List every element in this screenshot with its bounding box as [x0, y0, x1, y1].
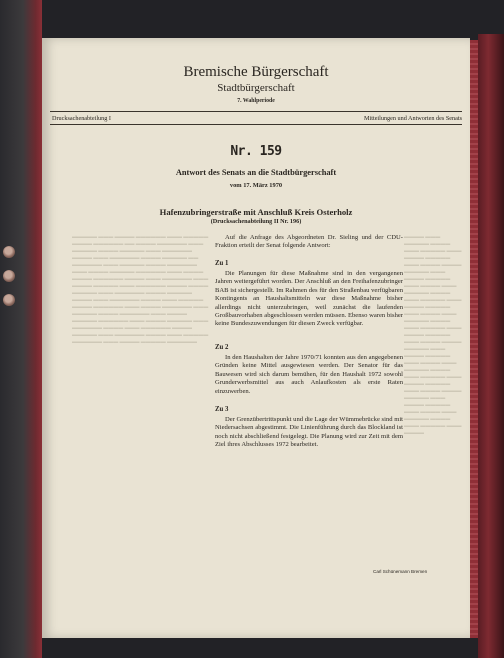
- bleed-through-text-left: ▬▬▬▬▬ ▬▬▬ ▬▬▬▬ ▬▬▬▬▬▬ ▬▬▬ ▬▬▬▬▬ ▬▬▬▬ ▬▬▬▬▬▬ ▬▬ ▬▬▬▬ ▬▬▬▬▬▬ ▬▬▬ ▬▬▬▬▬ ▬▬▬▬ ▬▬▬▬▬ ▬▬▬ ▬▬▬▬▬▬ ▬▬▬▬ ▬▬▬ ▬▬▬▬▬▬ ▬▬▬▬ ▬▬▬▬▬ ▬▬ ▬▬▬▬▬▬ ▬▬▬ ▬▬▬▬▬ ▬▬▬▬ ▬▬▬▬▬▬ ▬▬▬ ▬▬▬▬ ▬▬▬▬▬ ▬▬▬▬▬▬ ▬▬▬ ▬▬▬▬ ▬▬▬▬ ▬▬▬▬▬▬ ▬▬▬▬ ▬▬▬ ▬▬▬▬▬▬ ▬▬▬ ▬▬▬▬ ▬▬▬▬▬ ▬▬▬ ▬▬▬▬▬▬ ▬▬▬▬ ▬▬▬▬ ▬▬▬▬▬ ▬▬▬ ▬▬▬▬▬▬ ▬▬▬▬ ▬▬▬▬▬ ▬▬▬▬ ▬▬▬ ▬▬▬▬▬▬ ▬▬▬▬ ▬▬▬ ▬▬▬▬▬ ▬▬▬▬ ▬▬▬▬▬▬ ▬▬▬ ▬▬▬▬ ▬▬▬▬▬▬ ▬▬▬ ▬▬▬▬▬ ▬▬▬▬ ▬▬▬▬▬▬ ▬▬▬ ▬▬▬▬ ▬▬▬▬▬ ▬▬▬▬▬▬ ▬▬▬ ▬▬▬▬ ▬▬▬▬▬ ▬▬▬ ▬▬▬▬▬▬ ▬▬▬▬ ▬▬▬ ▬▬▬▬▬▬ ▬▬▬▬ ▬▬▬▬▬ ▬▬▬ ▬▬▬▬▬▬ ▬▬▬▬ ▬▬▬ ▬▬▬▬▬ ▬▬▬▬▬▬ ▬▬▬ ▬▬▬▬ ▬▬▬▬▬ ▬▬▬▬▬▬: [72, 235, 209, 345]
- document-subtitle: Antwort des Senats an die Stadtbürgerschaft: [175, 168, 337, 177]
- header-rule-top: [50, 111, 462, 112]
- intro-text: Auf die Anfrage des Abgeordneten Dr. Sieling und der CDU-Fraktion erteilt der Senat folgende Antwort:: [215, 234, 403, 250]
- legislative-period: 7. Wahlperiode: [237, 98, 275, 104]
- punch-hole-middle: [3, 270, 15, 282]
- answer-3-text: [215, 416, 403, 450]
- answer-3-heading: Zu 3: [215, 406, 229, 413]
- answer-1-text: [215, 270, 403, 329]
- topic-heading: Hafenzubringerstraße mit Anschluß Kreis Osterholz: [159, 207, 353, 217]
- punch-hole-top: [3, 246, 15, 258]
- printer-imprint: Carl Schünemann Bremen: [373, 569, 428, 574]
- reference-note: (Drucksachenabteilung II Nr. 196): [210, 218, 302, 225]
- department-label: Drucksachenabteilung I: [52, 115, 111, 122]
- punch-hole-bottom: [3, 294, 15, 306]
- document-page: [42, 38, 470, 638]
- answer-2-heading: Zu 2: [215, 344, 229, 351]
- document-date: vom 17. März 1970: [229, 182, 283, 189]
- binder-cover-right: [478, 34, 504, 658]
- answer-2-text: [215, 354, 403, 396]
- answer-2-body: In den Haushalten der Jahre 1970/71 konnten aus den angegebenen Gründen keine Mittel ausgewiesen werden. Der Senator für das Bauwesen wird sich darum bemühen, für den Haushalt 1972 sowohl Grunderwerbsmittel aus auch Anlaufkosten als erste Raten einzuwerben.: [215, 354, 403, 395]
- institution-title: Bremische Bürgerschaft: [183, 64, 329, 80]
- answer-1-body: Die Planungen für diese Maßnahme sind in den vergangenen Jahren weitergeführt worden. Der Anschluß an den Freihafenzubringer BAB ist sichergestellt. Im Rahmen des für den Straßenbau verfügbaren Kontingents an Haushaltsmitteln war diese Maßnahme bisher allerdings nicht unterzubringen, weil zunächst die laufenden Großbauvorhaben abgeschlossen werden müssen. Ebenso waren bisher keine Bundeszuwendungen für diesen Zweck verfügbar.: [215, 270, 403, 328]
- intro-paragraph: [215, 234, 403, 251]
- document-number: Nr. 159: [230, 144, 282, 159]
- page-stack-edge: [470, 40, 478, 638]
- header-rule-bottom: [50, 124, 462, 125]
- binder-spine: [0, 0, 42, 658]
- bleed-through-text-right: ▬▬▬▬ ▬▬▬ ▬▬▬▬▬ ▬▬▬▬ ▬▬▬ ▬▬▬▬▬ ▬▬▬ ▬▬▬▬ ▬▬▬▬▬ ▬▬▬ ▬▬▬▬ ▬▬▬▬ ▬▬▬▬▬ ▬▬▬ ▬▬▬▬ ▬▬▬▬▬ ▬▬▬ ▬▬▬▬ ▬▬▬ ▬▬▬▬▬ ▬▬▬▬ ▬▬▬ ▬▬▬▬▬ ▬▬▬ ▬▬▬▬ ▬▬▬▬▬ ▬▬▬ ▬▬▬▬ ▬▬▬ ▬▬▬▬▬ ▬▬▬▬ ▬▬▬ ▬▬▬▬▬ ▬▬▬ ▬▬▬▬ ▬▬▬▬▬ ▬▬▬ ▬▬▬▬ ▬▬▬▬ ▬▬▬▬▬ ▬▬▬ ▬▬▬▬ ▬▬▬▬▬ ▬▬▬ ▬▬▬▬ ▬▬▬ ▬▬▬▬▬ ▬▬▬▬ ▬▬▬ ▬▬▬▬▬ ▬▬▬ ▬▬▬▬ ▬▬▬▬▬ ▬▬▬ ▬▬▬▬ ▬▬▬▬ ▬▬▬▬▬ ▬▬▬ ▬▬▬▬ ▬▬▬▬▬ ▬▬▬ ▬▬▬▬ ▬▬▬ ▬▬▬▬▬ ▬▬▬▬ ▬▬▬ ▬▬▬▬▬ ▬▬▬ ▬▬▬▬: [404, 235, 462, 436]
- answer-1-heading: Zu 1: [215, 260, 229, 267]
- answer-3-body: Der Grenzübertrittspunkt und die Lage der Wümmebrücke sind mit Niedersachsen abgestimmt. Die Linienführung durch das Blockland ist noch nicht abschließend festgelegt. Die Planung wird zur Zeit mit dem Ziel ihres Abschlusses 1972 bearbeitet.: [215, 416, 403, 449]
- chamber-title: Stadtbürgerschaft: [217, 82, 295, 94]
- section-label: Mitteilungen und Antworten des Senats: [364, 115, 462, 122]
